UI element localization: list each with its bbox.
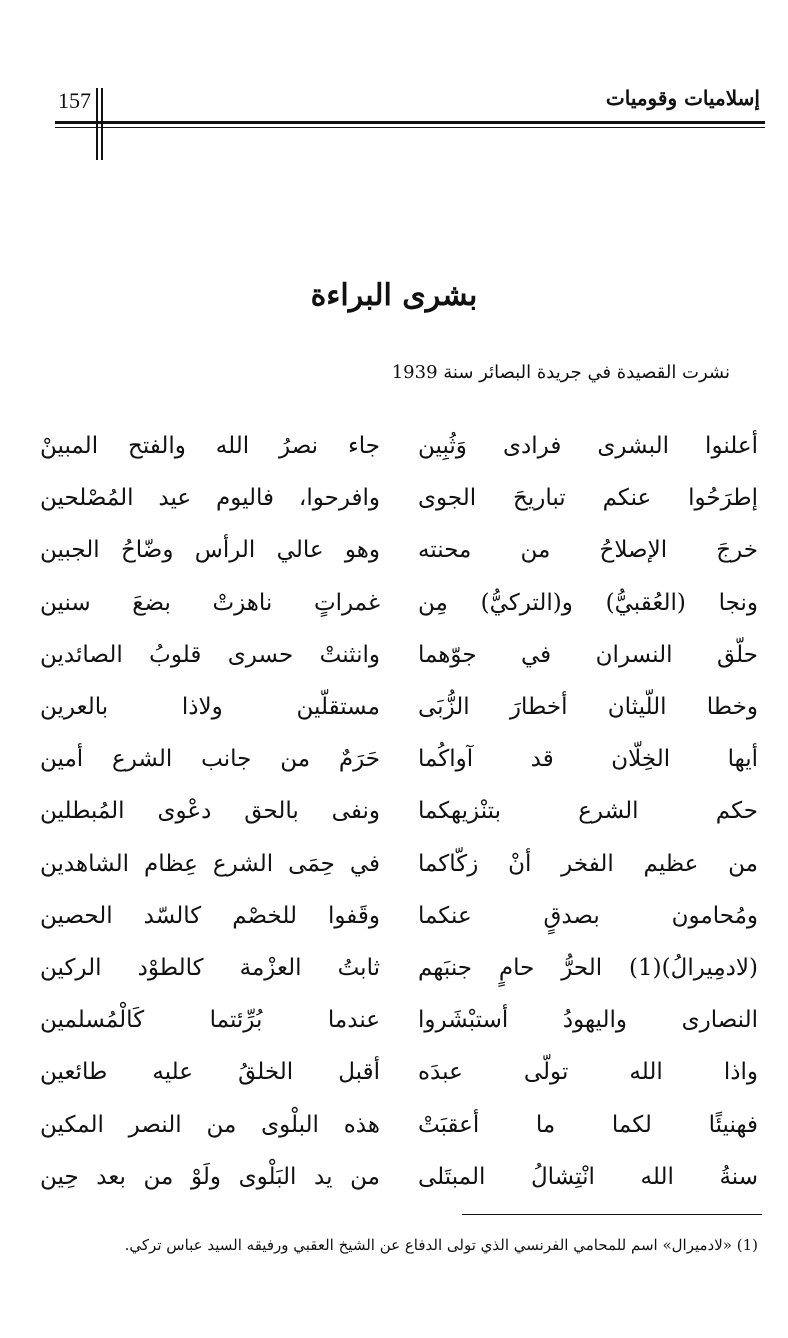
verse-line	[40, 838, 758, 890]
second-hemistich: وهو عالي الرأس وضّاحُ الجبين	[40, 537, 380, 564]
second-hemistich: هذه البلْوى من النصر المكين	[40, 1111, 380, 1138]
second-hemistich: حَرَمٌ من جانب الشرع أمين	[40, 746, 380, 773]
verse-line	[40, 1098, 758, 1150]
second-hemistich: ونفى بالحق دعْوى المُبطلين	[40, 798, 380, 825]
first-hemistich: وخطا اللّيثان أخطارَ الزُّبَى	[418, 694, 758, 721]
header-vertical-rule	[101, 88, 103, 160]
verse-line	[40, 994, 758, 1046]
verse-line	[40, 420, 758, 472]
verse-line	[40, 1151, 758, 1203]
running-title: إسلاميات وقوميات	[605, 86, 760, 110]
verse-line	[40, 524, 758, 576]
verse-line	[40, 890, 758, 942]
first-hemistich: فهنيئًا لكما ما أعقبَتْ	[418, 1111, 758, 1138]
publication-note: نشرت القصيدة في جريدة البصائر سنة 1939	[391, 362, 730, 383]
footnote-separator	[462, 1214, 762, 1215]
second-hemistich: وافرحوا، فاليوم عيد المُصْلحين	[40, 485, 380, 512]
verse-line	[40, 629, 758, 681]
first-hemistich: حلّق النسران في جوّهما	[418, 641, 758, 668]
second-hemistich: عندما بُرِّئتما كَالْمُسلمين	[40, 1007, 380, 1034]
first-hemistich: (لادمِيرالُ)(1) الحرُّ حامٍ جنبَهم	[418, 954, 758, 981]
header-vertical-rule	[96, 88, 98, 160]
second-hemistich: وقَفوا للخصْم كالسّد الحصين	[40, 902, 380, 929]
verse-line	[40, 681, 758, 733]
first-hemistich: خرجَ الإصلاحُ من محنته	[418, 537, 758, 564]
verse-line	[40, 942, 758, 994]
page-number: 157	[58, 88, 91, 113]
first-hemistich: أيها الخِلّان قد آواكُما	[418, 746, 758, 773]
first-hemistich: ونجا (العُقبيُّ) و(التركيُّ) مِن	[418, 589, 758, 616]
first-hemistich: أعلنوا البشرى فرادى وَثُبِين	[418, 433, 758, 460]
second-hemistich: مستقلّين ولاذا بالعرين	[40, 694, 380, 721]
second-hemistich: في حِمَى الشرع عِظام الشاهدين	[40, 850, 380, 877]
first-hemistich: واذا الله تولّى عبدَه	[418, 1059, 758, 1086]
second-hemistich: غمراتٍ ناهزتْ بضعَ سنين	[40, 589, 380, 616]
second-hemistich: ثابتُ العزْمة كالطوْد الركين	[40, 954, 380, 981]
verse-line	[40, 1046, 758, 1098]
verse-line	[40, 577, 758, 629]
first-hemistich: حكم الشرع بتنْزيهكما	[418, 798, 758, 825]
verse-line	[40, 733, 758, 785]
verse-line	[40, 472, 758, 524]
header-rule-thin	[55, 127, 765, 128]
first-hemistich: سنةُ الله انْتِشالُ المبتَلى	[418, 1163, 758, 1190]
first-hemistich: من عظيم الفخر أنْ زكّاكما	[418, 850, 758, 877]
verse-line	[40, 785, 758, 837]
poem-body	[40, 420, 758, 1203]
second-hemistich: وانثنتْ حسرى قلوبُ الصائدين	[40, 641, 380, 668]
second-hemistich: أقبل الخلقُ عليه طائعين	[40, 1059, 380, 1086]
second-hemistich: من يد البَلْوى ولَوْ من بعد حِين	[40, 1163, 380, 1190]
footnote: (1) «لادميرال» اسم للمحامي الفرنسي الذي تولى الدفاع عن الشيخ العقبي ورفيقه السيد عباس تركي.	[124, 1236, 758, 1254]
first-hemistich: ومُحامون بصدقٍ عنكما	[418, 902, 758, 929]
poem-title: بشرى البراءة	[310, 278, 478, 313]
first-hemistich: النصارى واليهودُ أستبْشَروا	[418, 1007, 758, 1034]
first-hemistich: إطرَحُوا عنكم تباريحَ الجوى	[418, 485, 758, 512]
header-rule-thick	[55, 121, 765, 124]
second-hemistich: جاء نصرُ الله والفتح المبينْ	[40, 433, 380, 460]
